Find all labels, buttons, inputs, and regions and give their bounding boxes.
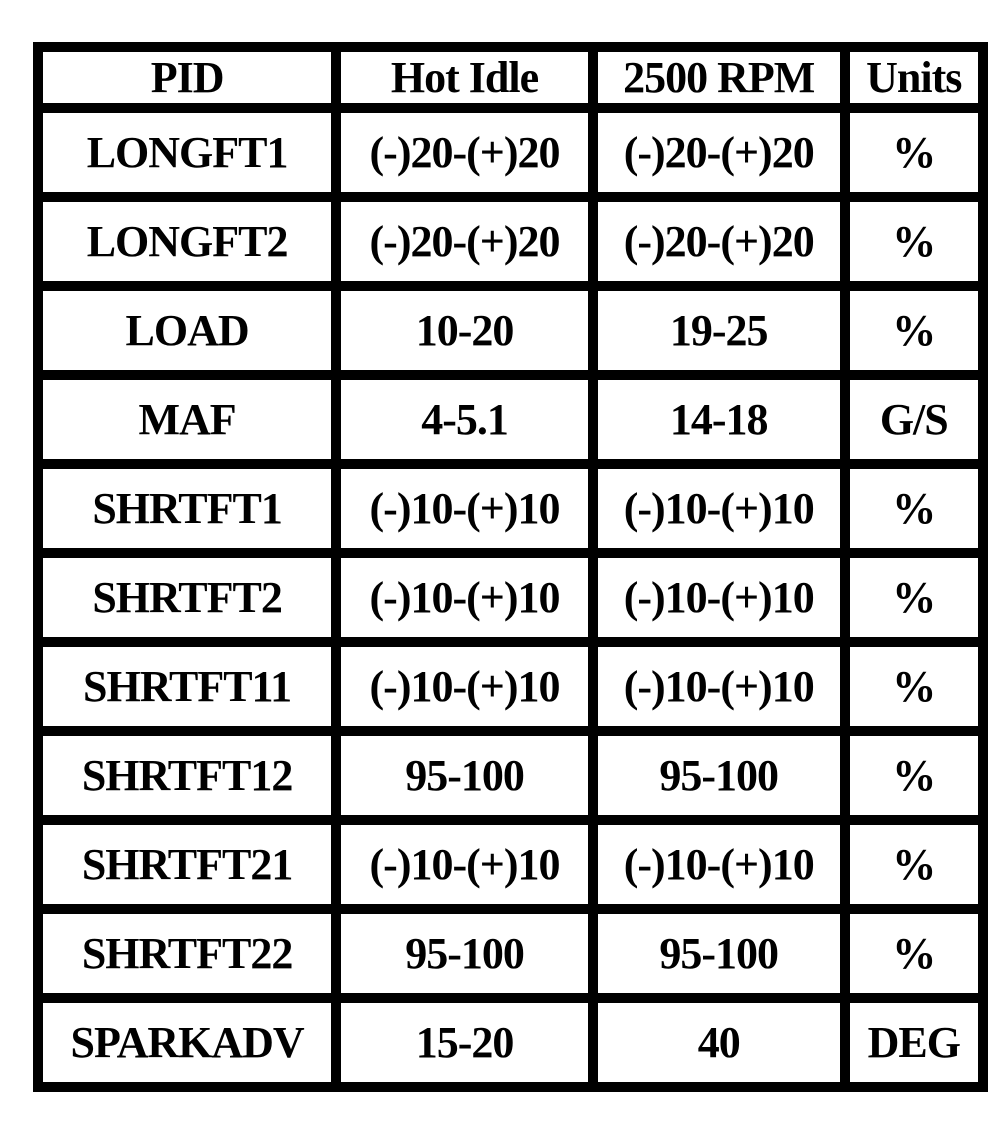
cell-units: % xyxy=(850,202,978,281)
cell-hot-idle: 15-20 xyxy=(341,1003,588,1082)
cell-hot-idle: (-)10-(+)10 xyxy=(341,469,588,548)
cell-pid: SHRTFT12 xyxy=(43,736,331,815)
cell-hot-idle: (-)20-(+)20 xyxy=(341,113,588,192)
cell-units: % xyxy=(850,291,978,370)
cell-units: % xyxy=(850,113,978,192)
table-row xyxy=(43,1003,978,1082)
table-row xyxy=(43,291,978,370)
cell-2500-rpm: (-)10-(+)10 xyxy=(598,825,840,904)
table-row xyxy=(43,558,978,637)
cell-units: G/S xyxy=(850,380,978,459)
cell-hot-idle: 10-20 xyxy=(341,291,588,370)
cell-2500-rpm: 40 xyxy=(598,1003,840,1082)
cell-units: % xyxy=(850,914,978,993)
pid-spec-table xyxy=(33,42,988,1092)
header-pid: PID xyxy=(43,52,331,103)
cell-hot-idle: (-)10-(+)10 xyxy=(341,825,588,904)
cell-2500-rpm: (-)10-(+)10 xyxy=(598,647,840,726)
cell-hot-idle: 95-100 xyxy=(341,914,588,993)
table-row xyxy=(43,469,978,548)
table-row xyxy=(43,736,978,815)
table-row xyxy=(43,202,978,281)
cell-units: % xyxy=(850,825,978,904)
cell-2500-rpm: 95-100 xyxy=(598,914,840,993)
table-row xyxy=(43,914,978,993)
cell-hot-idle: 4-5.1 xyxy=(341,380,588,459)
cell-2500-rpm: (-)10-(+)10 xyxy=(598,558,840,637)
cell-pid: LONGFT1 xyxy=(43,113,331,192)
table-row xyxy=(43,380,978,459)
header-hot-idle: Hot Idle xyxy=(341,52,588,103)
table-row xyxy=(43,647,978,726)
cell-pid: LONGFT2 xyxy=(43,202,331,281)
cell-2500-rpm: (-)20-(+)20 xyxy=(598,113,840,192)
cell-units: % xyxy=(850,736,978,815)
table-body xyxy=(43,113,978,1082)
header-units: Units xyxy=(850,52,978,103)
table-row xyxy=(43,113,978,192)
cell-pid: SHRTFT21 xyxy=(43,825,331,904)
cell-units: % xyxy=(850,647,978,726)
cell-pid: SHRTFT22 xyxy=(43,914,331,993)
cell-units: % xyxy=(850,558,978,637)
cell-pid: SHRTFT11 xyxy=(43,647,331,726)
cell-2500-rpm: (-)10-(+)10 xyxy=(598,469,840,548)
cell-pid: SHRTFT1 xyxy=(43,469,331,548)
pid-table-frame xyxy=(33,42,988,1092)
cell-2500-rpm: (-)20-(+)20 xyxy=(598,202,840,281)
cell-pid: SPARKADV xyxy=(43,1003,331,1082)
cell-2500-rpm: 14-18 xyxy=(598,380,840,459)
cell-hot-idle: (-)10-(+)10 xyxy=(341,558,588,637)
table-header-row xyxy=(43,52,978,103)
cell-pid: SHRTFT2 xyxy=(43,558,331,637)
cell-units: % xyxy=(850,469,978,548)
cell-pid: MAF xyxy=(43,380,331,459)
cell-hot-idle: 95-100 xyxy=(341,736,588,815)
table-row xyxy=(43,825,978,904)
cell-units: DEG xyxy=(850,1003,978,1082)
header-2500-rpm: 2500 RPM xyxy=(598,52,840,103)
cell-2500-rpm: 19-25 xyxy=(598,291,840,370)
cell-2500-rpm: 95-100 xyxy=(598,736,840,815)
cell-hot-idle: (-)10-(+)10 xyxy=(341,647,588,726)
cell-hot-idle: (-)20-(+)20 xyxy=(341,202,588,281)
cell-pid: LOAD xyxy=(43,291,331,370)
